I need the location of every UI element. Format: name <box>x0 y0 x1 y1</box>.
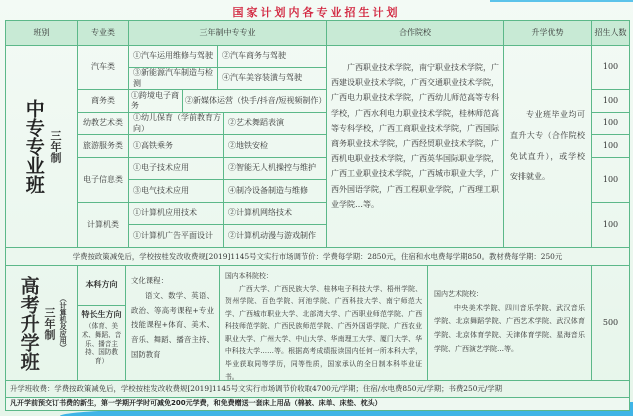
universities-title: 国内本科院校： <box>225 272 273 280</box>
category-business: 商务类 <box>77 89 129 113</box>
major: ③电气技术应用 <box>128 179 224 203</box>
header-advantage: 升学优势 <box>503 20 592 46</box>
zhongzhuan-fee-note: 学费按政策减免后，学校按桂发改收费规[2019]1145号文实行市场调节价：学费每学期：2850元，住宿和水电费每学期850。教材费每学期：250元 <box>5 247 630 266</box>
direction-specialty: 特长生方向 <box>81 310 122 319</box>
count-gaokao: 500 <box>591 265 630 381</box>
major: ②计算机网络技术 <box>223 202 327 225</box>
class-duration: 三年制 <box>42 306 56 340</box>
universities-cell <box>219 265 428 381</box>
category-preschool-art: 幼教艺术类 <box>77 112 129 135</box>
major: ②艺术舞蹈表演 <box>223 112 327 135</box>
count-computer: 100 <box>591 202 630 248</box>
courses-text: 语文、数学、英语、政治、等高考课程+专业技能课程+体育、美术、音乐、舞蹈、播音主持、国防教育 <box>131 290 214 360</box>
class-duration: 三年制 <box>49 130 63 163</box>
advantage-text: 专业班毕业均可直升大专（合作院校免试直升），或学校安排就业。 <box>503 45 592 248</box>
major: ①计算机广告平面设计 <box>128 224 224 248</box>
major: ③新能源汽车制造与检测 <box>128 67 218 90</box>
class-major: （计算机及应用） <box>59 295 68 351</box>
art-schools-cell <box>427 265 592 381</box>
header-class: 班别 <box>5 20 78 46</box>
gaokao-class-cell <box>5 265 78 381</box>
page-title: 国家计划内各专业招生计划 <box>232 6 401 19</box>
direction-specialty-detail: （体育、美术、舞蹈、音乐、播音主持、国防教育） <box>81 322 122 365</box>
count-tourism: 100 <box>591 134 630 158</box>
class-name: 高考升学班 <box>17 275 40 371</box>
count-business: 100 <box>591 89 630 113</box>
courses-title: 文化课程： <box>131 276 168 285</box>
major: ①高铁乘务 <box>128 134 224 158</box>
art-schools-title: 国内艺术院校： <box>434 290 483 298</box>
header-partners: 合作院校 <box>326 20 504 46</box>
count-auto: 100 <box>591 45 630 90</box>
major: ①计算机应用技术 <box>128 202 224 225</box>
category-tourism: 旅游服务类 <box>77 134 129 158</box>
universities-text: 广西大学、广西民族大学、桂林电子科技大学、梧州学院、贺州学院、百色学院、河池学院、广西科技大学、南宁师范大学、广西城市职业大学、北部湾大学、广西职业师范学院、广西科技师范学院、广西民族师范学院、广西外国语学院、广西农业职业大学、广州大学、中山大学、华南理工大学、厦门大学、华中科技大学……等。根据高考成绩报读国内任何一所本科大学，毕业获取同等学历，同等性质，国家承认的全日制本科毕业证书。 <box>225 284 422 381</box>
zhongzhuan-class-cell <box>5 45 78 248</box>
major: ④汽车美容装潢与驾驶 <box>217 67 327 90</box>
direction-specialty-cell <box>77 305 126 381</box>
header-count: 招生人数 <box>591 20 630 46</box>
major: ②智能无人机操控与维护 <box>223 157 327 180</box>
direction-undergrad: 本科方向 <box>77 265 126 306</box>
category-computer: 计算机类 <box>77 202 129 248</box>
major: ①幼儿保育（学前教育方向） <box>128 112 224 135</box>
major: ②计算机动漫与游戏制作 <box>223 224 327 248</box>
header-majors: 三年制中专专业 <box>128 20 327 46</box>
partner-schools: 广西职业技术学院，南宁职业技术学院，广西建设职业技术学院，广西交通职业技术学院，广西电力职业技术学院，广西幼儿师范高等专科学校，广西水利电力职业技术学院，桂林师范高等专科学校，广西工商职业技术学院，广西国际商务职业技术学院，广西经贸职业技术学院，广西机电职业技术学院，广西英华国际职业学院，广西工业职业技术学院，广西城市职业大学，广西外国语学院，广西工程职业学院，广西理工职业学院…等。 <box>326 45 504 248</box>
header-category: 专业类 <box>77 20 129 46</box>
gaokao-fee-note: 升学班收费：学费按政策减免后，学校按桂发改收费规[2019]1145号文实行市场调节价收取4700元/学期；住宿/水电费850元/学期；书费250元/学期 <box>5 380 630 398</box>
art-schools-text: 中央美术学院、四川音乐学院、武汉音乐学院、北京舞蹈学院、广西艺术学院、武汉体育学院、北京体育学院、天津体育学院、星海音乐学院、广西演艺学院…等。 <box>434 303 585 353</box>
major: ②新媒体运营（快手/抖音/短视频制作） <box>182 89 327 113</box>
major: ②地铁安检 <box>223 134 327 158</box>
major: ①汽车运用维修与驾驶 <box>128 45 218 68</box>
category-auto: 汽车类 <box>77 45 129 90</box>
major: ②汽车商务与驾驶 <box>217 45 327 68</box>
class-name: 中专专业班 <box>22 99 45 194</box>
major: ①电子技术应用 <box>128 157 224 180</box>
courses-cell <box>125 265 220 381</box>
footer-note: 凡开学前预交订书费的新生，第一学期开学时可减免200元学费，和免费赠送一套床上用品（棉被、床单、床垫、枕头） <box>5 397 630 411</box>
major: ④制冷设备制造与维修 <box>223 179 327 203</box>
count-electronics: 100 <box>591 157 630 203</box>
count-preschool-art: 100 <box>591 112 630 135</box>
major: ①跨境电子商务 <box>128 89 183 113</box>
category-electronics: 电子信息类 <box>77 157 129 203</box>
decorative-bar <box>490 0 633 2</box>
